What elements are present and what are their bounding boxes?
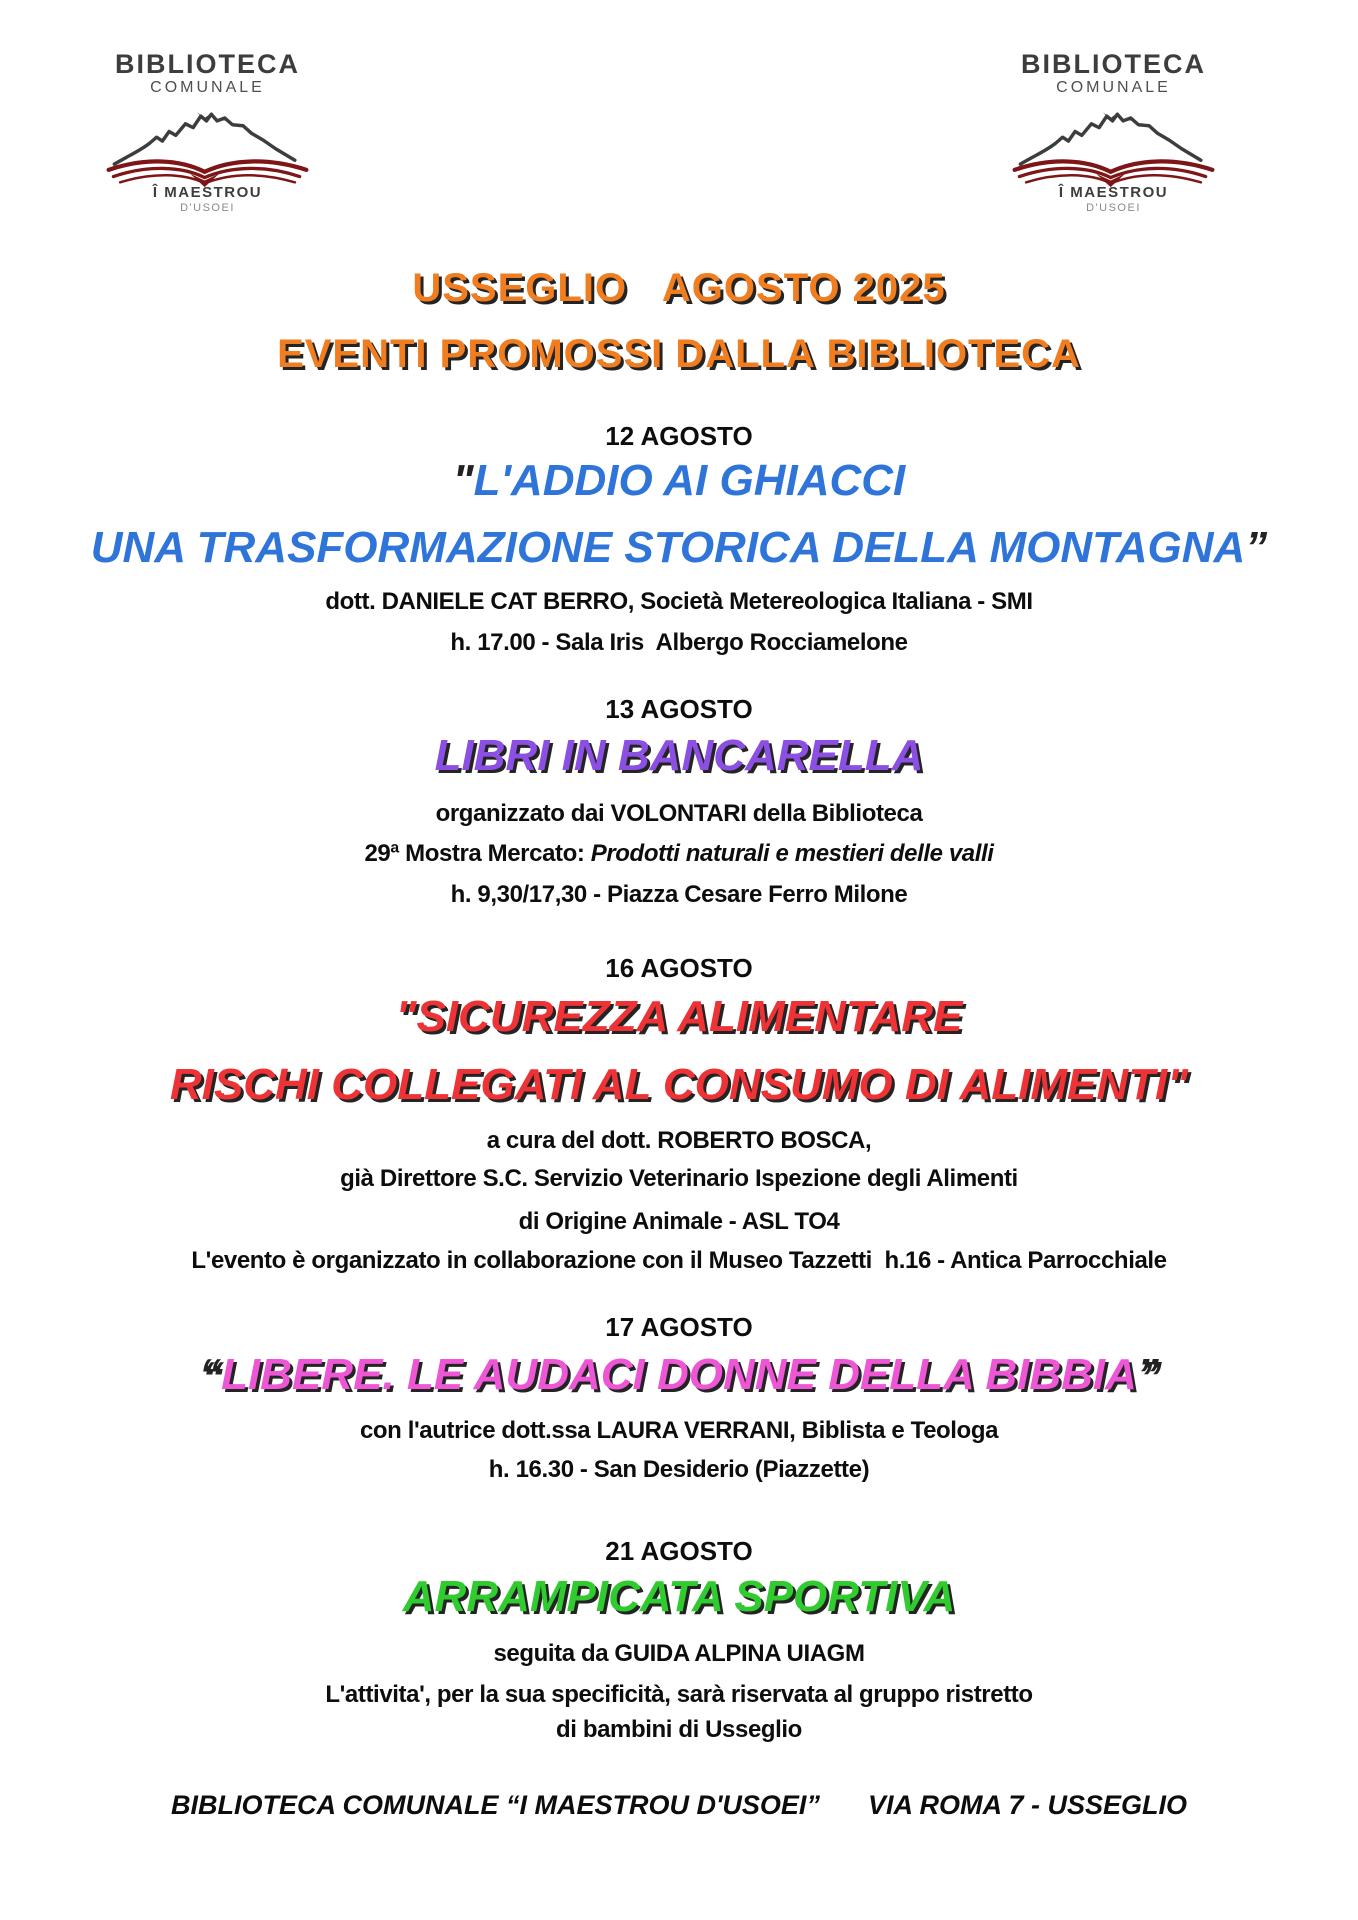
event-date: 17 AGOSTO bbox=[605, 1312, 753, 1342]
open-quote: “ bbox=[199, 1350, 222, 1399]
event-title-text: UNA TRASFORMAZIONE STORICA DELLA MONTAGNA bbox=[90, 523, 1246, 572]
event-detail: dott. DANIELE CAT BERRO, Società Metereologica Italiana - SMI bbox=[325, 588, 1033, 615]
event-detail: seguita da GUIDA ALPINA UIAGM bbox=[493, 1640, 865, 1667]
event-title: "SICUREZZA ALIMENTARE bbox=[395, 992, 963, 1041]
event-detail: di bambini di Usseglio bbox=[556, 1716, 802, 1743]
logo-subtitle: COMUNALE bbox=[150, 79, 265, 97]
logo-usoei: D'USOEI bbox=[180, 201, 235, 214]
page-title: USSEGLIO AGOSTO 2025 bbox=[412, 266, 946, 310]
footer-library-name: BIBLIOTECA COMUNALE “I MAESTROU D'USOEI” bbox=[171, 1790, 820, 1820]
event-detail: organizzato dai VOLONTARI della Biblioteca bbox=[435, 800, 923, 827]
open-quote: " bbox=[452, 456, 474, 505]
logo-title: BIBLIOTECA bbox=[115, 49, 300, 79]
footer bbox=[0, 1788, 1358, 1822]
event-detail: a cura del dott. ROBERTO BOSCA, bbox=[486, 1127, 872, 1154]
event-time-place: h. 17.00 - Sala Iris Albergo Rocciamelone bbox=[450, 629, 908, 656]
event-detail: L'attivita', per la sua specificità, sarà riservata al gruppo ristretto bbox=[325, 1681, 1033, 1708]
event-date: 16 AGOSTO bbox=[605, 953, 753, 983]
logo-maestrou: Î MAESTROU bbox=[1058, 184, 1169, 202]
logo-maestrou: Î MAESTROU bbox=[152, 184, 263, 202]
market-theme: Prodotti naturali e mestieri delle valli bbox=[590, 840, 994, 867]
event-title: ARRAMPICATA SPORTIVA bbox=[402, 1572, 956, 1621]
close-quote: ” bbox=[1136, 1350, 1159, 1399]
event-title-text: LIBERE. LE AUDACI DONNE DELLA BIBBIA bbox=[221, 1350, 1137, 1399]
logo-subtitle: COMUNALE bbox=[1056, 79, 1171, 97]
event-detail: con l'autrice dott.ssa LAURA VERRANI, Biblista e Teologa bbox=[359, 1417, 999, 1444]
event-time-place: h. 9,30/17,30 - Piazza Cesare Ferro Milone bbox=[450, 881, 908, 908]
market-label: 29ª Mostra Mercato: bbox=[364, 840, 591, 867]
close-quote: ” bbox=[1245, 523, 1268, 572]
event-title-text: L'ADDIO AI GHIACCI bbox=[473, 456, 906, 505]
page-subtitle: EVENTI PROMOSSI DALLA BIBLIOTECA bbox=[277, 332, 1081, 376]
event-detail: di Origine Animale - ASL TO4 bbox=[518, 1208, 840, 1235]
event-time-place: h. 16.30 - San Desiderio (Piazzette) bbox=[488, 1456, 870, 1483]
event-title bbox=[0, 521, 1358, 575]
event-detail: L'evento è organizzato in collaborazione con il Museo Tazzetti h.16 - Antica Parrocchiale bbox=[191, 1247, 1167, 1274]
event-date: 12 AGOSTO bbox=[605, 421, 753, 451]
event-detail bbox=[0, 838, 1358, 870]
event-date: 21 AGOSTO bbox=[605, 1536, 753, 1566]
logo-title: BIBLIOTECA bbox=[1021, 49, 1206, 79]
event-title: LIBRI IN BANCARELLA bbox=[434, 731, 924, 780]
event-title: RISCHI COLLEGATI AL CONSUMO DI ALIMENTI" bbox=[169, 1060, 1189, 1109]
event-title bbox=[0, 1348, 1358, 1402]
event-title bbox=[0, 454, 1358, 508]
footer-address: VIA ROMA 7 - USSEGLIO bbox=[867, 1790, 1187, 1820]
logo-usoei: D'USOEI bbox=[1086, 201, 1141, 214]
event-detail: già Direttore S.C. Servizio Veterinario Ispezione degli Alimenti bbox=[340, 1165, 1018, 1192]
event-date: 13 AGOSTO bbox=[605, 694, 753, 724]
